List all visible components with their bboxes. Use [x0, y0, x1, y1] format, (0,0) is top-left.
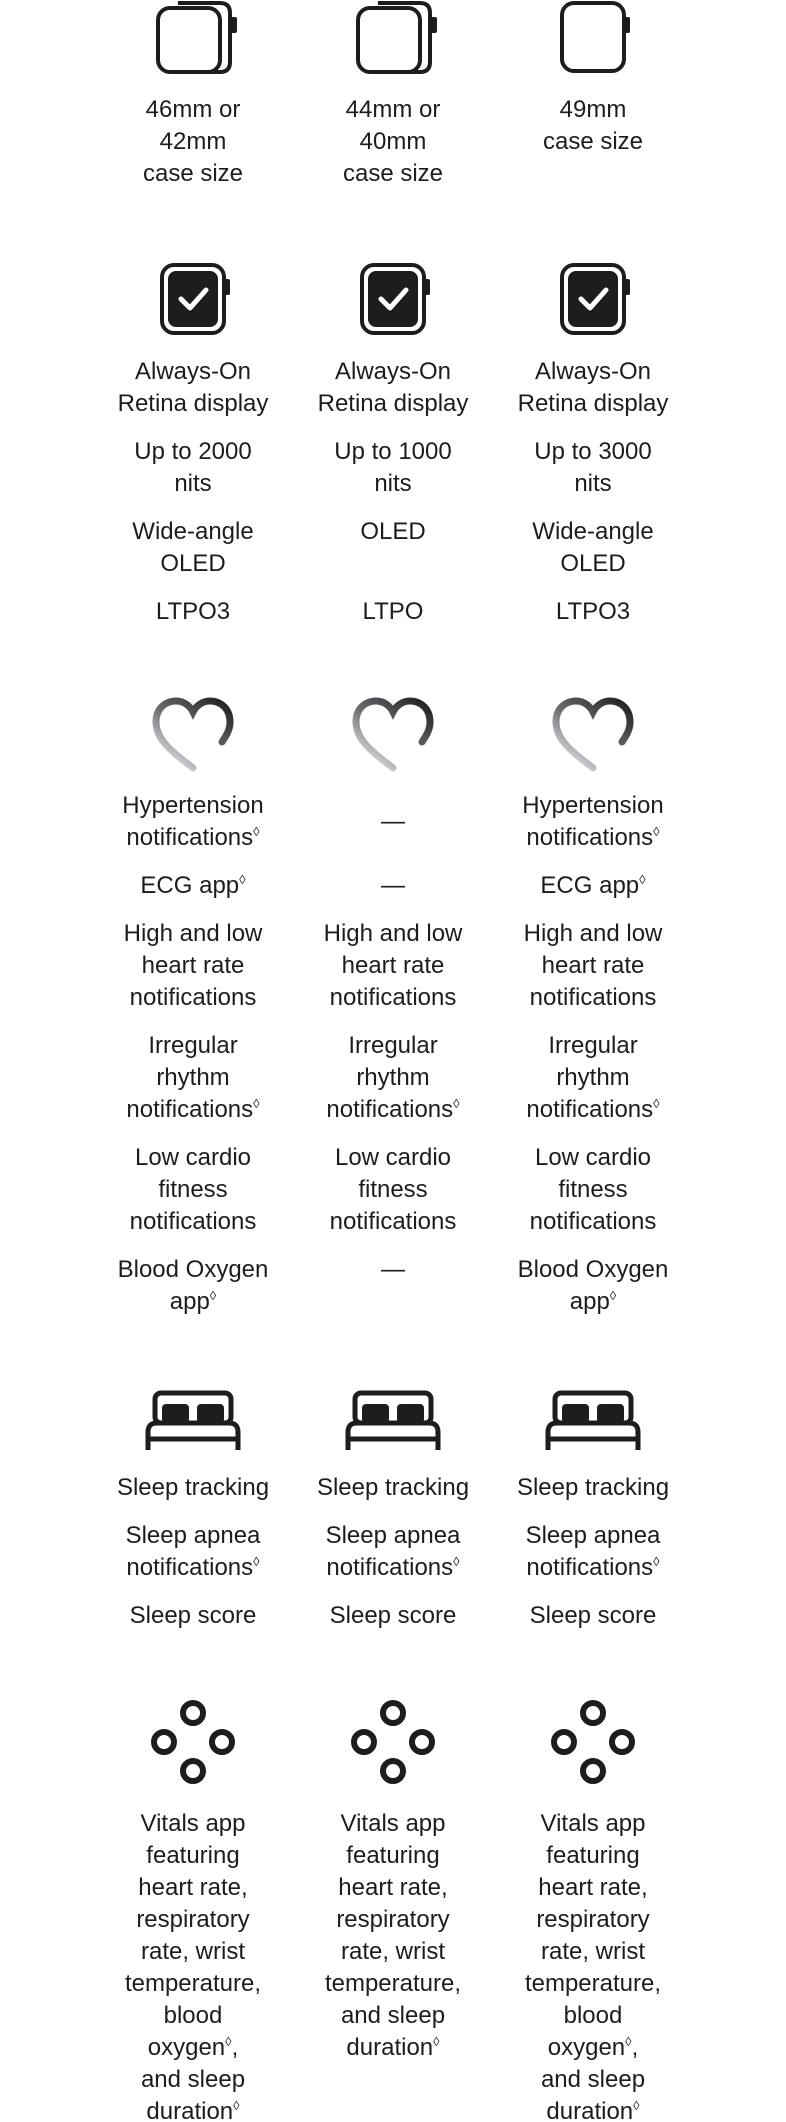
- ecg-text: ECG app◊: [540, 872, 646, 899]
- blood-oxygen-text: Blood Oxygen app◊: [117, 1256, 269, 1315]
- sleep-apnea-text: Sleep apnea notifications◊: [325, 1522, 461, 1581]
- ltpo-text: LTPO3: [155, 598, 231, 625]
- bed-icon: [500, 1390, 686, 1452]
- vitals-text: Vitals app featuring heart rate, respiratory rate, wrist temperature, and sleep duration◊: [324, 1810, 462, 2061]
- vitals-circles-icon: [500, 1700, 686, 1784]
- display-text: Always-On Retina display: [317, 358, 469, 417]
- watch-display-check-icon: [100, 262, 286, 336]
- sleep-tracking-text: Sleep tracking: [316, 1474, 470, 1501]
- oled-text: Wide-angle OLED: [132, 518, 254, 577]
- heart-gradient-icon: [300, 696, 486, 774]
- sleep-tracking-text: Sleep tracking: [516, 1474, 670, 1501]
- brightness-text: Up to 3000 nits: [534, 438, 652, 497]
- hr-notifications-text: High and low heart rate notifications: [123, 920, 263, 1011]
- brightness-text: Up to 2000 nits: [134, 438, 252, 497]
- case-size-text: 44mm or 40mm case size: [342, 96, 444, 187]
- irregular-rhythm-text: Irregular rhythm notifications◊: [326, 1032, 460, 1123]
- hypertension-text: Hypertension notifications◊: [122, 792, 264, 851]
- cardio-fitness-text: Low cardio fitness notifications: [329, 1144, 457, 1235]
- vitals-circles-icon: [300, 1700, 486, 1784]
- cardio-fitness-text: Low cardio fitness notifications: [129, 1144, 257, 1235]
- heart-gradient-icon: [100, 696, 286, 774]
- ecg-unavailable-dash: —: [381, 872, 405, 899]
- cardio-fitness-text: Low cardio fitness notifications: [529, 1144, 657, 1235]
- case-size-text: 46mm or 42mm case size: [142, 96, 244, 187]
- display-text: Always-On Retina display: [517, 358, 669, 417]
- watch-case-single-icon: [500, 0, 686, 74]
- sleep-apnea-text: Sleep apnea notifications◊: [125, 1522, 261, 1581]
- oled-text: Wide-angle OLED: [532, 518, 654, 577]
- vitals-circles-icon: [100, 1700, 286, 1784]
- sleep-score-text: Sleep score: [129, 1602, 257, 1629]
- watch-display-check-icon: [500, 262, 686, 336]
- case-size-text: 49mm case size: [542, 96, 644, 155]
- ltpo-text: LTPO: [362, 598, 424, 625]
- irregular-rhythm-text: Irregular rhythm notifications◊: [126, 1032, 260, 1123]
- watch-case-double-icon: [100, 0, 286, 74]
- brightness-text: Up to 1000 nits: [334, 438, 452, 497]
- oled-text: OLED: [360, 518, 426, 545]
- ecg-text: ECG app◊: [140, 872, 246, 899]
- sleep-apnea-text: Sleep apnea notifications◊: [525, 1522, 661, 1581]
- watch-case-double-icon: [300, 0, 486, 74]
- vitals-text: Vitals app featuring heart rate, respiratory rate, wrist temperature, blood oxygen◊, and sleep duration◊: [124, 1810, 262, 2122]
- blood-oxygen-text: Blood Oxygen app◊: [517, 1256, 669, 1315]
- hr-notifications-text: High and low heart rate notifications: [323, 920, 463, 1011]
- vitals-text: Vitals app featuring heart rate, respiratory rate, wrist temperature, blood oxygen◊, and sleep duration◊: [524, 1810, 662, 2122]
- heart-gradient-icon: [500, 696, 686, 774]
- bed-icon: [100, 1390, 286, 1452]
- ltpo-text: LTPO3: [555, 598, 631, 625]
- irregular-rhythm-text: Irregular rhythm notifications◊: [526, 1032, 660, 1123]
- sleep-score-text: Sleep score: [529, 1602, 657, 1629]
- hr-notifications-text: High and low heart rate notifications: [523, 920, 663, 1011]
- watch-display-check-icon: [300, 262, 486, 336]
- blood-oxygen-unavailable-dash: —: [381, 1256, 405, 1283]
- hypertension-text: Hypertension notifications◊: [522, 792, 664, 851]
- hypertension-unavailable-dash: —: [381, 808, 405, 835]
- sleep-tracking-text: Sleep tracking: [116, 1474, 270, 1501]
- bed-icon: [300, 1390, 486, 1452]
- sleep-score-text: Sleep score: [329, 1602, 457, 1629]
- display-text: Always-On Retina display: [117, 358, 269, 417]
